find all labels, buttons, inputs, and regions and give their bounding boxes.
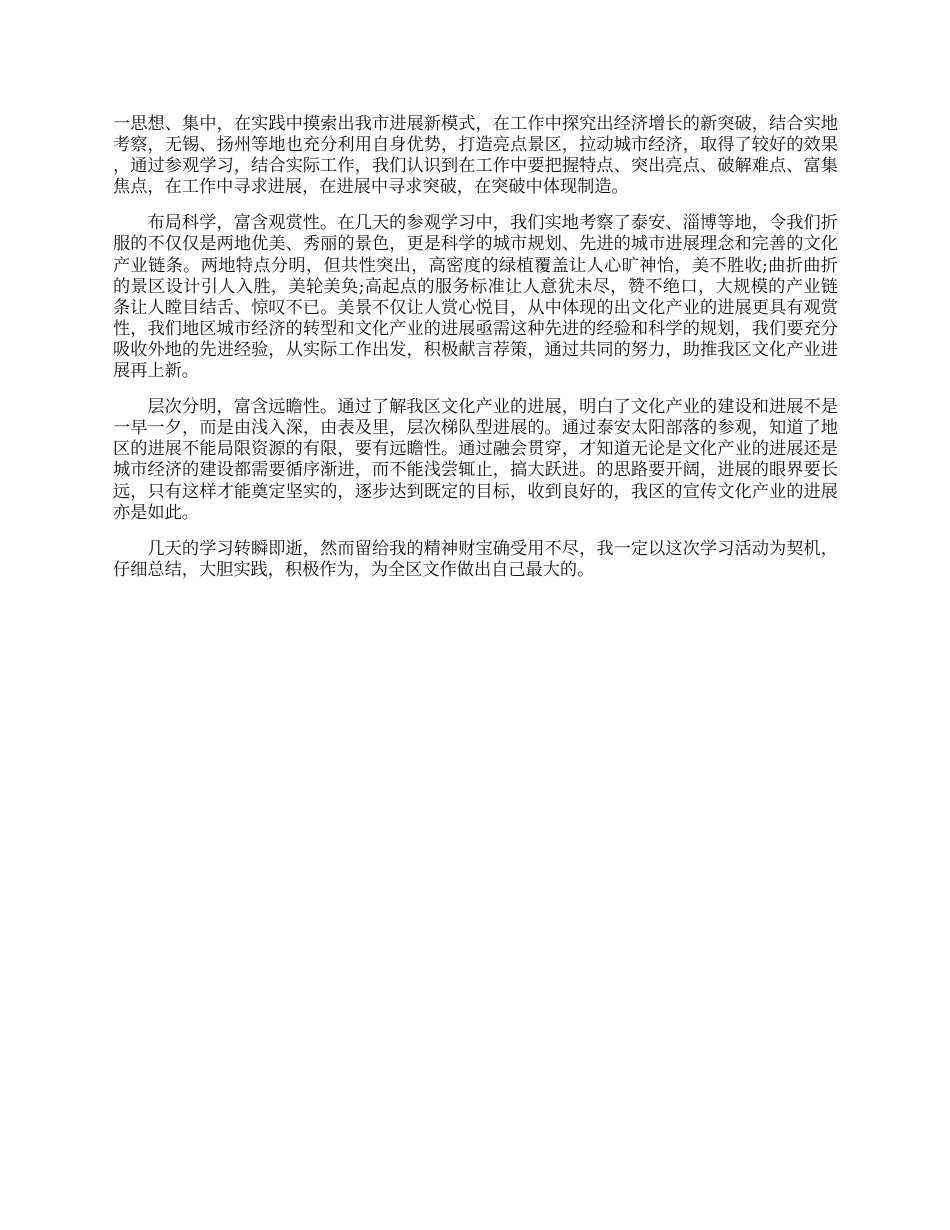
paragraph-2: 布局科学，富含观赏性。在几天的参观学习中，我们实地考察了泰安、淄博等地，令我们折服的不仅仅是两地优美、秀丽的景色，更是科学的城市规划、先进的城市进展理念和完善的文化产业链条。两地特点分明，但共性突出，高密度的绿植覆盖让人心旷神怡，美不胜收;曲折曲折的景区设计引人入胜，美轮美奂;高起点的服务标准让人意犹未尽，赞不绝口，大规模的产业链条让人瞠目结舌、惊叹不已。美景不仅让人赏心悦目，从中体现的出文化产业的进展更具有观赏性，我们地区城市经济的转型和文化产业的进展亟需这种先进的经验和科学的规划，我们要充分吸收外地的先进经验，从实际工作出发，积极献言荐策，通过共同的努力，助推我区文化产业进展再上新。 — [113, 213, 838, 382]
paragraph-3: 层次分明，富含远瞻性。通过了解我区文化产业的进展，明白了文化产业的建设和进展不是一早一夕，而是由浅入深，由表及里，层次梯队型进展的。通过泰安太阳部落的参观，知道了地区的进展不能局限资源的有限，要有远瞻性。通过融会贯穿，才知道无论是文化产业的进展还是城市经济的建设都需要循序渐进，而不能浅尝辄止，搞大跃进。的思路要开阔，进展的眼界要长远，只有这样才能奠定坚实的，逐步达到既定的目标，收到良好的，我区的宣传文化产业的进展亦是如此。 — [113, 397, 838, 523]
document-body — [113, 114, 838, 596]
paragraph-4: 几天的学习转瞬即逝，然而留给我的精神财宝确受用不尽，我一定以这次学习活动为契机，仔细总结，大胆实践，积极作为，为全区文作做出自己最大的。 — [113, 538, 838, 580]
paragraph-1: 一思想、集中，在实践中摸索出我市进展新模式，在工作中探究出经济增长的新突破，结合实地考察，无锡、扬州等地也充分利用自身优势，打造亮点景区，拉动城市经济，取得了较好的效果，通过参观学习，结合实际工作，我们认识到在工作中要把握特点、突出亮点、破解难点、富集焦点，在工作中寻求进展，在进展中寻求突破，在突破中体现制造。 — [113, 114, 838, 198]
